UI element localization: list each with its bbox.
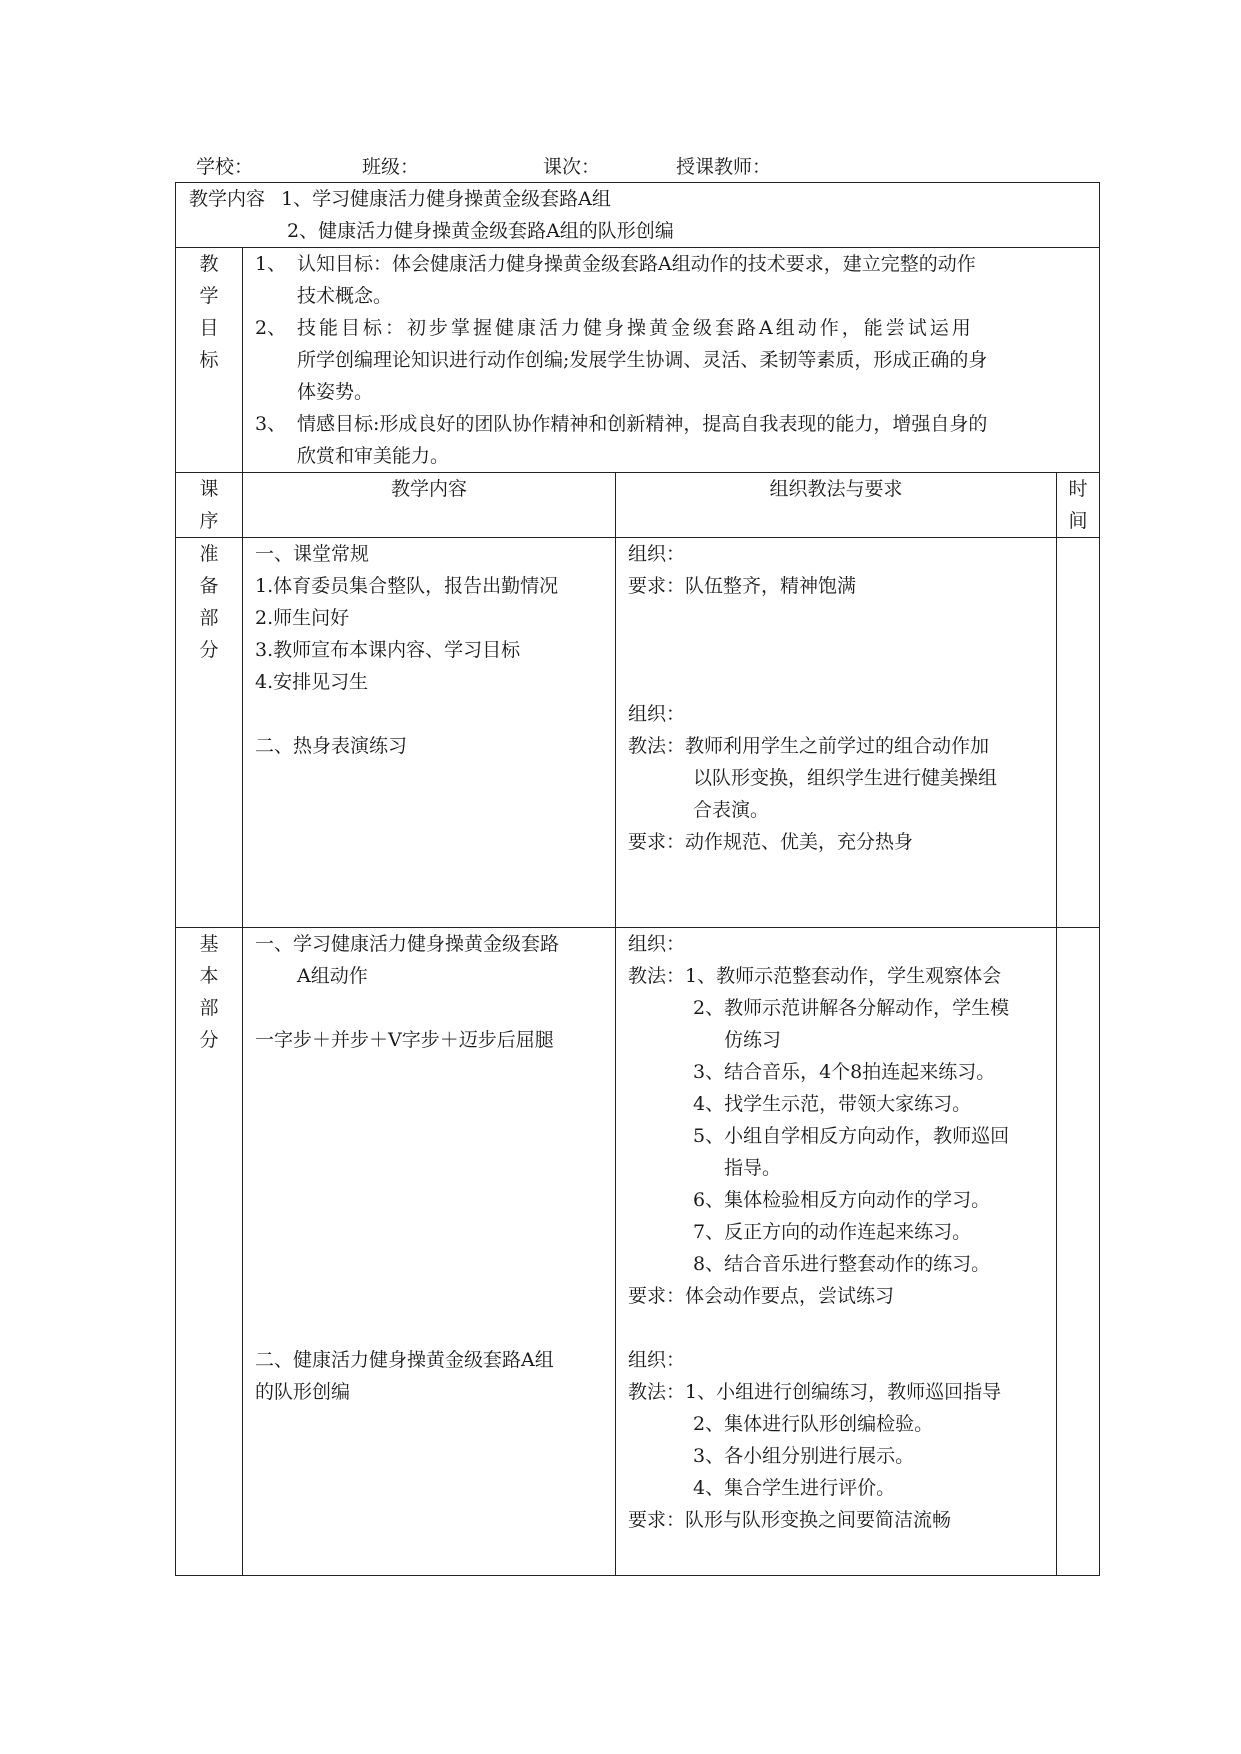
column-header-row [176,473,1100,538]
content-row [176,183,1100,248]
sequence-heading: 课 序 [199,478,219,532]
lesson-plan-table [175,182,1100,1576]
objectives-label: 教 学 目 标 [199,253,219,371]
content-heading: 教学内容 [390,478,467,500]
prep-time [1057,538,1100,928]
objective-item: 2、 技能目标：初步掌握健康活力健身操黄金级套路A组动作，能尝试运用 [255,317,974,339]
basic-organization: 组织： 教法：1、教师示范整套动作，学生观察体会 2、教师示范讲解各分解动作，学生模 仿练习 3、结合音乐，4个8拍连起来练习。 4、找学生示范，带领大家练习。 5、小组自学相反方向动作，教师巡回 指导。 6、集体检验相反方向动作的学习。 7、反正方向的动作连起来练习。 8、结合音乐进行整套动作的练习。 要求：体会动作要点，尝试练习 组织： 教法：1、小组进行创编练习，教师巡回指导 2、集体进行队形创编检验。 3、各小组分别进行展示。 4、集合学生进行评价。 要求：队形与队形变换之间要简洁流畅 [616,928,1057,1576]
content-item-2: 2、健康活力健身操黄金级套路A组的队形创编 [287,220,674,242]
teacher-label: 授课教师： [676,156,772,178]
content-row-label: 教学内容 [189,188,266,210]
objective-item: 3、 情感目标:形成良好的团队协作精神和创新精神，提高自我表现的能力，增强自身的 [255,413,988,435]
time-heading: 时 间 [1068,478,1088,532]
basic-label: 基 本 部 分 [199,933,219,1051]
content-item-1: 1、学习健康活力健身操黄金级套路A组 [281,188,611,210]
prep-content: 一、课堂常规 1.体育委员集合整队，报告出勤情况 2.师生问好 3.教师宣布本课内容、学习目标 4.安排见习生 二、热身表演练习 [243,538,616,928]
basic-time [1057,928,1100,1576]
lesson-label: 课次： [543,156,601,178]
objectives-list: 1、 认知目标：体会健康活力健身操黄金级套路A组动作的技术要求，建立完整的动作 技术概念。 2、 技能目标：初步掌握健康活力健身操黄金级套路A组动作，能尝试运用 所学创编理论知识进行动作创编;发展学生协调、灵活、柔韧等素质，形成正确的身 体姿势。 3、 情感目标:形成良好的团队协作精神和创新精神，提高自我表现的能力，增强自身的 欣赏和审美能力。 [243,248,1100,473]
organization-heading: 组织教法与要求 [769,478,903,500]
basic-content: 一、学习健康活力健身操黄金级套路 A组动作 一字步＋并步＋V字步＋迈步后屈腿 二、健康活力健身操黄金级套路A组 的队形创编 [243,928,616,1576]
school-label: 学校： [196,156,254,178]
objectives-row [176,248,1100,473]
prep-organization: 组织： 要求：队伍整齐，精神饱满 组织： 教法：教师利用学生之前学过的组合动作加 以队形变换，组织学生进行健美操组 合表演。 要求：动作规范、优美，充分热身 [616,538,1057,928]
class-label: 班级： [362,156,420,178]
prep-label: 准 备 部 分 [199,543,219,661]
basic-row [176,928,1100,1576]
objective-item: 1、 认知目标：体会健康活力健身操黄金级套路A组动作的技术要求，建立完整的动作 [255,253,976,275]
prep-row [176,538,1100,928]
